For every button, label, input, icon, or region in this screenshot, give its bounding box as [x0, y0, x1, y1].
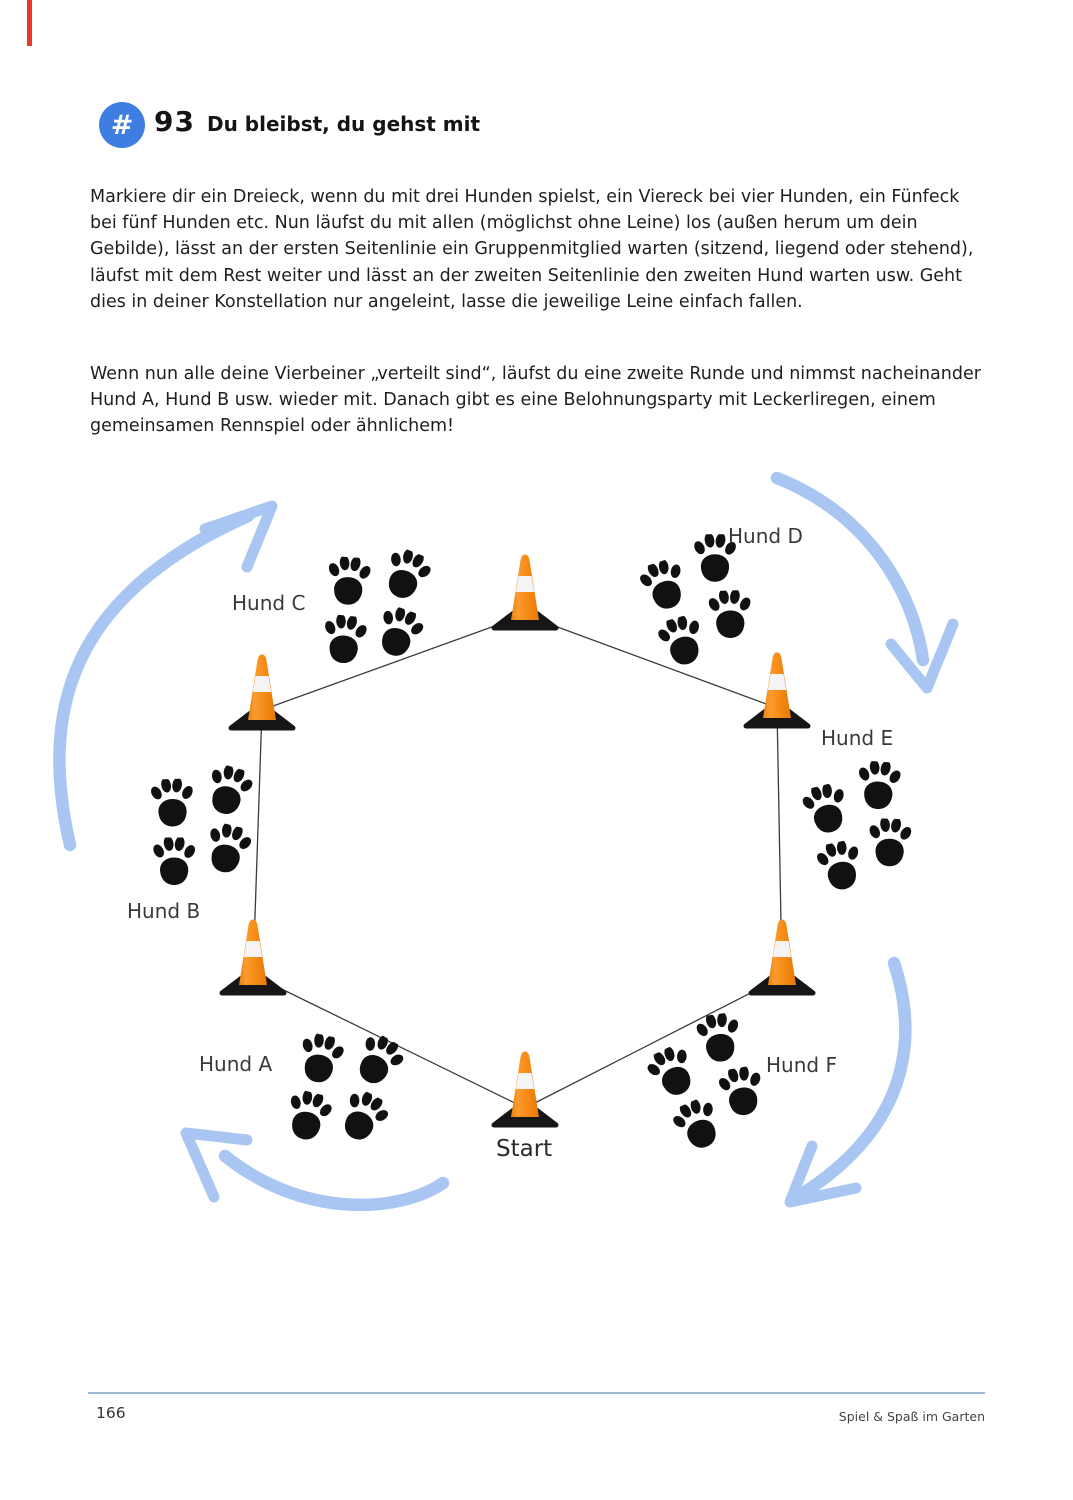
traffic-cone-upper-right	[746, 653, 808, 727]
label-hund-c: Hund C	[232, 591, 306, 615]
label-hund-d: Hund D	[728, 524, 803, 548]
traffic-cone-top	[494, 555, 556, 629]
footer-divider	[88, 1392, 985, 1394]
exercise-title: Du bleibst, du gehst mit	[207, 112, 481, 136]
direction-arrow-top-left	[59, 506, 272, 845]
paragraph-reward: Wenn nun alle deine Vierbeiner „verteilt sind“, läufst du eine zweite Runde und nimmst nacheinander Hund A, Hund B usw. wieder mit. Danach gibt es eine Belohnungsparty mit Leckerliregen, einem gemeinsamen Rennspiel oder ähnlichem!	[90, 363, 981, 437]
label-hund-a: Hund A	[199, 1052, 273, 1076]
direction-arrow-bottom-right	[790, 963, 905, 1202]
label-hund-f: Hund F	[766, 1053, 837, 1077]
paw-prints-hund-a	[267, 1005, 418, 1167]
paragraph-instructions: Markiere dir ein Dreieck, wenn du mit drei Hunden spielst, ein Viereck bei vier Hunden, ein Fünfeck bei fünf Hunden etc. Nun läufst du mit allen (möglichst ohne Leine) los (außen herum um dein Gebilde), lässt an der ersten Seitenlinie ein Gruppenmitglied warten (sitzend, liegend oder stehend), läufst mit dem Rest weiter und lässt an der zweiten Seitenlinie den zweiten Hund warten usw. Geht dies in deiner Konstellation nur angeleint, lasse die jeweilige Leine einfach fallen.	[90, 186, 974, 313]
label-start: Start	[496, 1136, 553, 1162]
traffic-cone-lower-left	[222, 920, 284, 994]
hash-icon: #	[110, 109, 134, 141]
traffic-cone-lower-right	[751, 920, 813, 994]
paw-prints-hund-e	[795, 753, 921, 895]
paw-prints-hund-b	[137, 753, 263, 895]
direction-arrow-top-right	[777, 478, 953, 688]
label-hund-b: Hund B	[127, 899, 201, 923]
traffic-cone-start	[494, 1052, 556, 1126]
page-number: 166	[96, 1404, 126, 1422]
direction-arrow-bottom-left	[186, 1133, 443, 1205]
page-edge-mark	[27, 0, 32, 46]
label-hund-e: Hund E	[821, 726, 894, 750]
paw-prints-hund-c	[306, 529, 444, 681]
hash-badge	[99, 102, 145, 148]
traffic-cone-upper-left	[231, 655, 293, 729]
footer-section-title: Spiel & Spaß im Garten	[838, 1409, 985, 1424]
paw-prints-hund-f	[633, 1000, 781, 1160]
exercise-number: 93	[154, 105, 195, 138]
